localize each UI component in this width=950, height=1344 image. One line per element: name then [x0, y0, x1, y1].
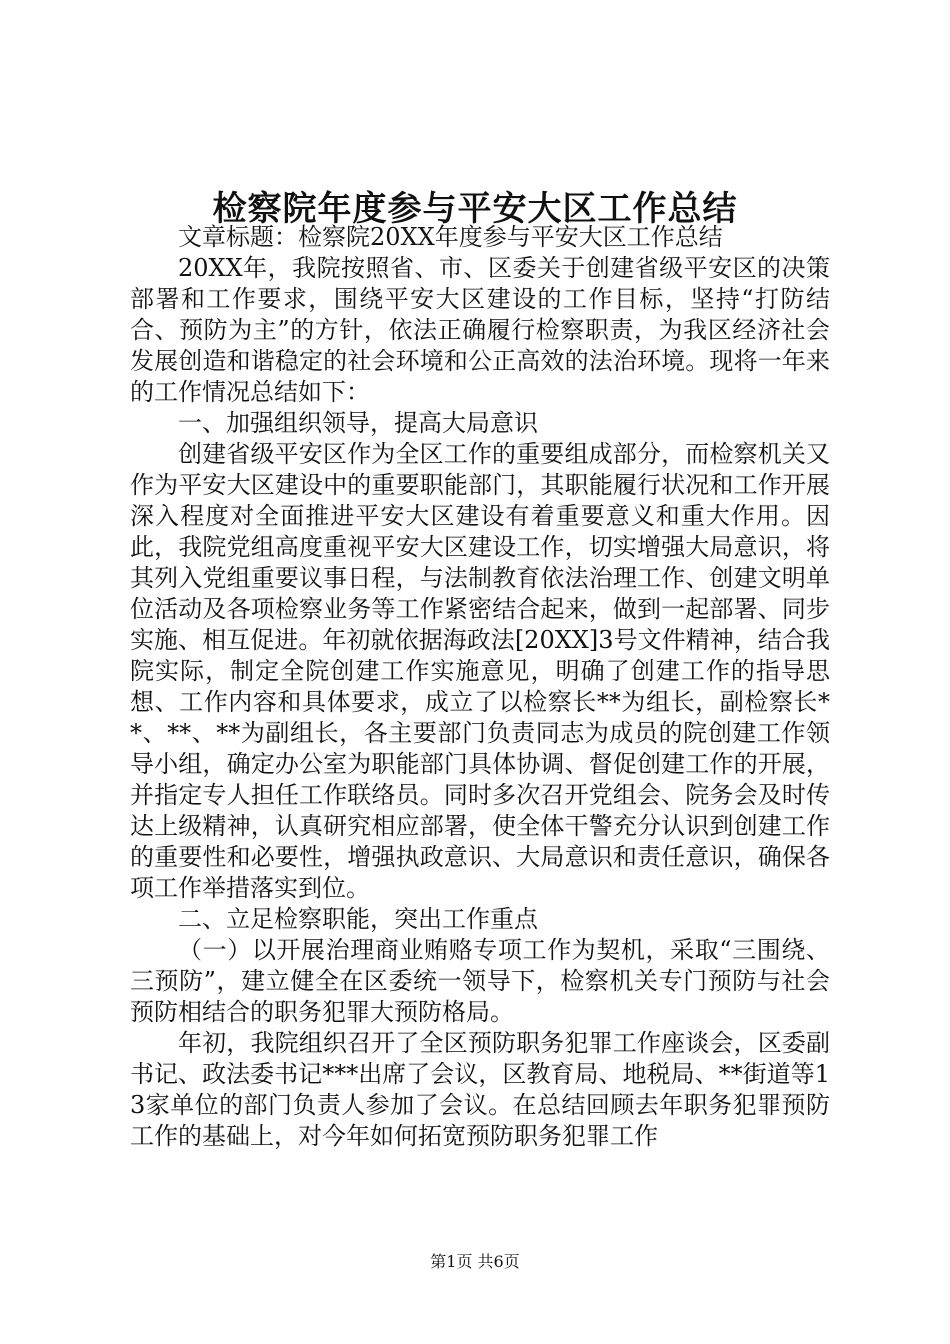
document-title: 检察院年度参与平安大区工作总结: [212, 189, 738, 229]
paragraph-article-title: 文章标题：检察院20XX年度参与平安大区工作总结: [178, 223, 723, 251]
paragraph-meeting: 年初，我院组织召开了全区预防职务犯罪工作座谈会，区委副书记、政法委书记***出席了会议，区教育局、地税局、**街道等13家单位的部门负责人参加了会议。在总结回顾去年职务犯罪预防工作的基础上，对今年如何拓宽预防职务犯罪工作: [130, 1029, 830, 1150]
paragraph-intro: 20XX年，我院按照省、市、区委关于创建省级平安区的决策部署和工作要求，围绕平安大区建设的工作目标，坚持“打防结合、预防为主”的方针，依法正确履行检察职责，为我区经济社会发展创造和谐稳定的社会环境和公正高效的法治环境。现将一年来的工作情况总结如下：: [130, 254, 830, 406]
section-heading-1: 一、加强组织领导，提高大局意识: [178, 409, 538, 437]
page-number: 第1页 共6页: [430, 1252, 520, 1271]
document-body: [130, 222, 830, 1152]
paragraph-subsection-1: （一）以开展治理商业贿赂专项工作为契机，采取“三围绕、三预防”，建立健全在区委统一领导下，检察机关专门预防与社会预防相结合的职务犯罪大预防格局。: [130, 936, 830, 1026]
paragraph-section-1: 创建省级平安区作为全区工作的重要组成部分，而检察机关又作为平安大区建设中的重要职能部门，其职能履行状况和工作开展深入程度对全面推进平安大区建设有着重要意义和重大作用。因此，我院党组高度重视平安大区建设工作，切实增强大局意识，将其列入党组重要议事日程，与法制教育依法治理工作、创建文明单位活动及各项检察业务等工作紧密结合起来，做到一起部署、同步实施、相互促进。年初就依据海政法[20XX]3号文件精神，结合我院实际，制定全院创建工作实施意见，明确了创建工作的指导思想、工作内容和具体要求，成立了以检察长**为组长，副检察长**、**、**为副组长，各主要部门负责同志为成员的院创建工作领导小组，确定办公室为职能部门具体协调、督促创建工作的开展，并指定专人担任工作联络员。同时多次召开党组会、院务会及时传达上级精神，认真研究相应部署，使全体干警充分认识到创建工作的重要性和必要性，增强执政意识、大局意识和责任意识，确保各项工作举措落实到位。: [130, 440, 830, 902]
section-heading-2: 二、立足检察职能，突出工作重点: [178, 905, 538, 933]
